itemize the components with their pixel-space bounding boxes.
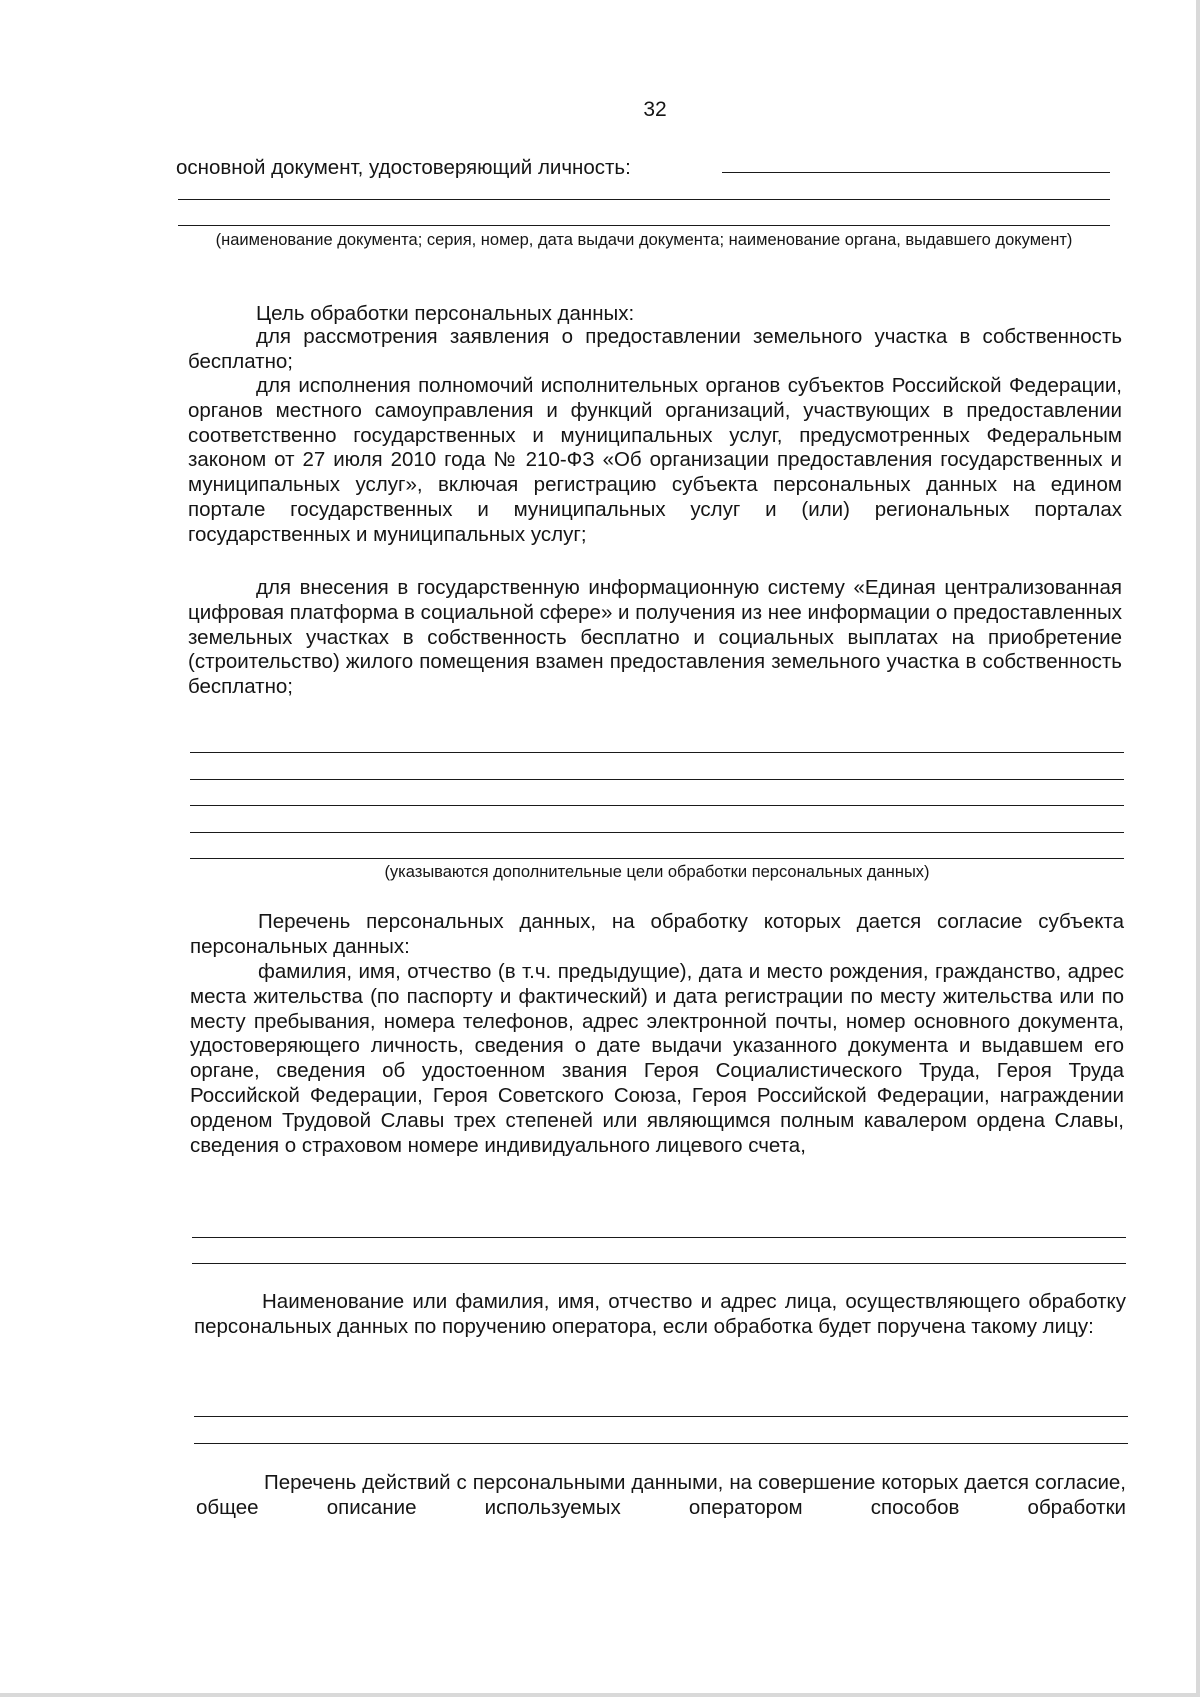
id-document-input-line-2[interactable] [178, 199, 1110, 200]
id-document-caption: (наименование документа; серия, номер, дата выдачи документа; наименование органа, выдавшего документ) [215, 231, 1073, 249]
id-document-label: основной документ, удостоверяющий личность: [176, 156, 631, 179]
processor-text: Наименование или фамилия, имя, отчество и адрес лица, осуществляющего обработку персональных данных по поручению оператора, если обработка будет поручена такому лицу: [194, 1290, 1126, 1338]
additional-purpose-line-5[interactable] [190, 858, 1124, 859]
purpose-item-1: для рассмотрения заявления о предоставлении земельного участка в собственность бесплатно; [188, 325, 1122, 373]
page-number: 32 [643, 98, 667, 121]
data-list-heading: Перечень персональных данных, на обработку которых дается согласие субъекта персональных данных: [190, 910, 1124, 958]
additional-purpose-line-2[interactable] [190, 779, 1124, 780]
actions-text: Перечень действий с персональными данными, на совершение которых дается согласие, общее описание используемых оператором способов обработки [196, 1471, 1126, 1519]
data-list-extra-line-2[interactable] [192, 1263, 1126, 1264]
id-document-input-line-3[interactable] [178, 225, 1110, 226]
data-list-extra-line-1[interactable] [192, 1237, 1126, 1238]
additional-purpose-caption: (указываются дополнительные цели обработки персональных данных) [384, 863, 930, 881]
id-document-input-line[interactable] [722, 172, 1110, 173]
additional-purpose-line-4[interactable] [190, 832, 1124, 833]
additional-purpose-line-1[interactable] [190, 752, 1124, 753]
purpose-heading: Цель обработки персональных данных: [256, 302, 635, 325]
additional-purpose-line-3[interactable] [190, 805, 1124, 806]
purpose-item-3: для внесения в государственную информационную систему «Единая централизованная цифровая платформа в социальной сфере» и получения из нее информации о предоставленных земельных участках в собственность бесплатно и социальных выплатах на приобретение (строительство) жилого помещения взамен предоставления земельного участка в собственность бесплатно; [188, 576, 1122, 699]
processor-line-2[interactable] [194, 1443, 1128, 1444]
processor-line-1[interactable] [194, 1416, 1128, 1417]
purpose-item-2: для исполнения полномочий исполнительных органов субъектов Российской Федерации, органов местного самоуправления и функций организаций, участвующих в предоставлении соответственно государственных и муниципальных услуг, предусмотренных Федеральным законом от 27 июля 2010 года № 210-ФЗ «Об организации предоставления государственных и муниципальных услуг», включая регистрацию субъекта персональных данных на едином портале государственных и муниципальных услуг и (или) региональных порталах государственных и муниципальных услуг; [188, 374, 1122, 546]
data-list-body: фамилия, имя, отчество (в т.ч. предыдущие), дата и место рождения, гражданство, адрес места жительства (по паспорту и фактический) и дата регистрации по месту жительства или по месту пребывания, номера телефонов, адрес электронной почты, номер основного документа, удостоверяющего личность, сведения о дате выдачи указанного документа и выдавшем его органе, сведения об удостоенном звания Героя Социалистического Труда, Героя Труда Российской Федерации, Героя Советского Союза, Героя Российской Федерации, награждении орденом Трудовой Славы трех степеней или являющимся полным кавалером ордена Славы, сведения о страховом номере индивидуального лицевого счета, [190, 960, 1124, 1157]
